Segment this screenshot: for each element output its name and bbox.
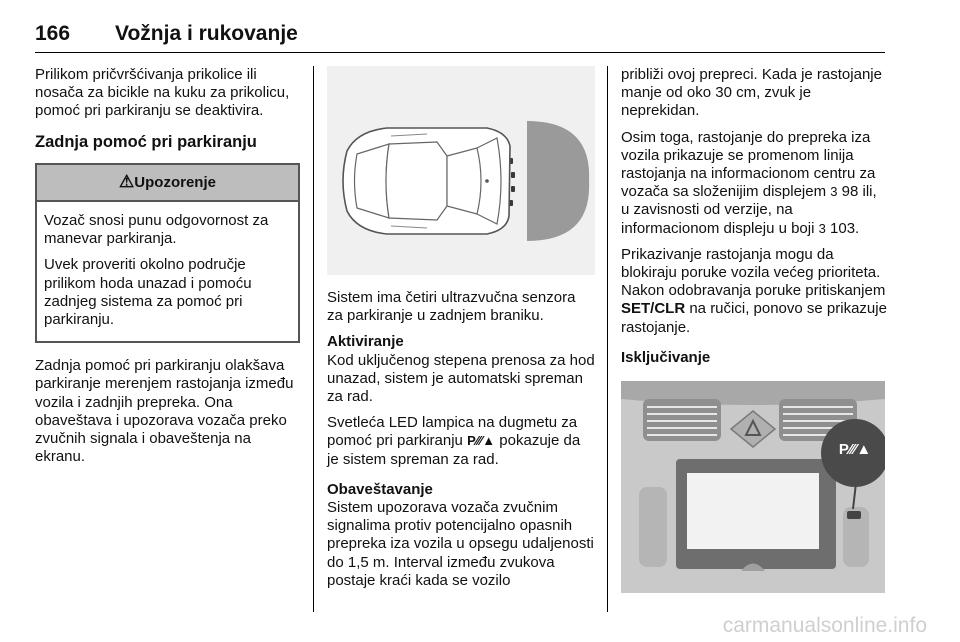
subheading-iskljucivanje: Isključivanje (621, 348, 711, 366)
column-divider (607, 66, 608, 612)
dashboard-console-icon (621, 381, 885, 593)
body-paragraph (621, 246, 889, 337)
warning-title: Upozorenje (134, 173, 216, 191)
text-run: Svetleća LED lampica na dugmetu za pomoć pri parkiranju (327, 414, 578, 450)
set-clr-label: SET/CLR (621, 300, 686, 318)
warning-header (37, 165, 298, 202)
subheading-obavestavanje: Obaveštavanje (327, 480, 433, 498)
page-number: 166 (35, 22, 71, 45)
intro-paragraph: Prilikom pričvršćivanja prikolice ili nosača za bicikle na kuku za prikolicu, pomoć pri parkiranju se deaktivira. (35, 66, 290, 120)
warning-paragraph: Uvek proveriti okolno područje prilikom hoda unazad i pomoću zadnjeg sistema za pomoć pri parkiranju. (44, 256, 252, 329)
car-sensor-illustration (327, 66, 595, 275)
text-run: 103. (825, 219, 860, 237)
text-run: 98 ili, u zavisnosti od verzije, na informacionom displeju u boji (621, 183, 877, 237)
body-paragraph (327, 414, 595, 469)
body-paragraph: Sistem upozorava vozača zvučnim signalima protiv potencijalno opasnih prepreka iza vozila u opsegu udaljenosti do 1,5 m. Interval između zvukova postaje kraći kada se vozilo (327, 499, 594, 589)
dashboard-button-illustration (621, 381, 885, 593)
text-run: Prikazivanje rastojanja mogu da blokiraju poruke vozila većeg prioriteta. Nakon odobravanja poruke pritiskanjem (621, 245, 886, 300)
parking-assist-button-icon: P⁄⁄⁄▲ (838, 441, 872, 459)
body-paragraph: Zadnja pomoć pri parkiranju olakšava parkiranje merenjem rastojanja između vozila i zadnjih prepreka. Ona obaveštava i upozorava vozača preko zvučnih signala i obaveštenja na ekranu. (35, 357, 294, 466)
page-header (35, 22, 885, 53)
page-reference-icon: 3 (830, 184, 838, 200)
warning-paragraph: Vozač snosi punu odgovornost za manevar parkiranja. (44, 212, 269, 248)
body-paragraph: približi ovoj prepreci. Kada je rastojanje manje od oko 30 cm, zvuk je neprekidan. (621, 66, 882, 120)
warning-body (37, 202, 298, 341)
parking-assist-symbol-icon: P⁄⁄⁄▲ (467, 433, 496, 449)
body-paragraph (621, 129, 889, 238)
warning-box (35, 163, 300, 343)
text-run: pokazuje da je sistem spreman za rad. (327, 432, 581, 468)
page-reference-icon: 3 (818, 220, 826, 236)
text-run: na ručici, ponovo se prikazuje rastojanje. (621, 300, 887, 336)
figure-caption: Sistem ima četiri ultrazvučna senzora za parkiranje u zadnjem braniku. (327, 289, 576, 325)
watermark: carmanualsonline.info (722, 614, 927, 637)
chapter-title: Vožnja i rukovanje (115, 22, 298, 45)
column-1 (35, 66, 300, 474)
column-2 (327, 66, 595, 598)
column-divider (313, 66, 314, 612)
warning-icon: ⚠ (119, 171, 135, 191)
body-paragraph: Kod uključenog stepena prenosa za hod unazad, sistem je automatski spreman za rad. (327, 351, 595, 406)
text-run: Osim toga, rastojanje do prepreka iza vozila prikazuje se promenom linija rastojanja na informacionom centru za vozača sa složenijim displejem (621, 128, 876, 201)
column-3 (621, 66, 889, 593)
subheading-aktiviranje: Aktiviranje (327, 333, 404, 351)
car-top-view-icon (327, 66, 595, 275)
section-heading: Zadnja pomoć pri parkiranju (35, 132, 257, 151)
